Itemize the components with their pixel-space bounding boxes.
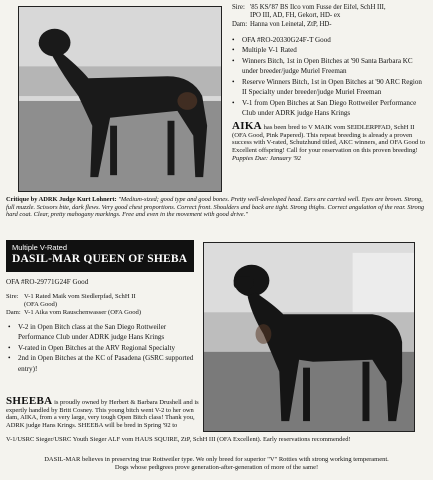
aika-sire-cont: IPO III, AD, FH, Gekort, HD- ex bbox=[250, 12, 341, 20]
aika-description: AIKA has been bred to V MAIK vom SEIDLERPFAD, SchH II (OFA Good, Pink Papered). This repeat breeding is already a proven success with V-rated, Schutzhund titled, AKC winners, and OFA Good to Excellent offspring! Call for your reservation on this proven breeding! Puppies Due: January '92 bbox=[232, 119, 426, 162]
sheeba-description: SHEEBA is proudly owned by Herbert & Barbara Drushell and is expertly handled by Britt Cosney. This young bitch went V-2 to her own dam, AIKA, from a very large, very tough Open Bitch class! Thank you, ADRK judge Hans Krings. SHEEBA will be bred in Spring '92 to bbox=[6, 395, 199, 430]
sheeba-info bbox=[6, 278, 198, 374]
puppies-due: Puppies Due: January '92 bbox=[232, 154, 301, 162]
sheeba-feature-item: • V-2 in Open Bitch class at the San Diego Rottweiler Performance Club under ADRK judge Hans Krings bbox=[6, 322, 198, 343]
aika-dam: Dam: Hanna von Leinetal, ZtP, HD- bbox=[232, 20, 332, 28]
sheeba-feature-item: • V-rated in Open Bitches at the ARV Regional Specialty bbox=[6, 343, 198, 353]
aika-feature-item: • Reserve Winners Bitch, 1st in Open Bitches at '90 ARC Region II Specialty under breeder/judge Muriel Freeman bbox=[232, 77, 428, 98]
sheeba-features bbox=[6, 322, 198, 374]
sheeba-description-tail: V-1/USRC Sieger/USRC Youth Sieger ALF vom HAUS SQUIRE, ZtP, SchH III (OFA Excellent). Early reservations recommended! bbox=[6, 436, 351, 443]
aika-photo bbox=[18, 6, 222, 192]
sheeba-dam: Dam: V-1 Aika vom Rauschenwasser (OFA Good) bbox=[6, 309, 142, 316]
aika-feature-item: • V-1 from Open Bitches at San Diego Rottweiler Performance Club under ADRK judge Hans Krings bbox=[232, 98, 428, 119]
sheeba-photo bbox=[203, 242, 415, 432]
sheeba-feature-item: • 2nd in Open Bitches at the KC of Pasadena (GSRC supported entry)! bbox=[6, 353, 198, 374]
aika-info bbox=[232, 4, 428, 162]
sheeba-sire-cont: (OFA Good) bbox=[24, 301, 58, 308]
sheeba-title: DASIL-MAR QUEEN OF SHEBA bbox=[12, 253, 188, 265]
aika-sire: Sire: '85 KS/'87 BS Ilco vom Fusse der Eifel, SchH III, bbox=[232, 4, 386, 11]
sheeba-sire: Sire: V-1 Rated Maik vom Siedlerpfad, SchH II bbox=[6, 293, 136, 300]
aika-features bbox=[232, 35, 428, 119]
judge-critique: Critique by ADRK Judge Kurt Lohnert: "Medium-sized; good type and good bones. Pretty well-developed head. Ears are carried well. Eyes are brown. Strong, full muzzle. Scissors bite, dark flews. Very good chest proportions. Correct front. Shoulders and back are tight. Strong thighs. Correct angulation of the rear. Strong hard coat. Clear, pretty mahogany markings. Free and even in the movement with good drive." bbox=[6, 196, 425, 219]
aika-feature-item: • OFA #RO-20330G24F-T Good bbox=[232, 35, 428, 46]
aika-feature-item: • Winners Bitch, 1st in Open Bitches at '90 Santa Barbara KC under breeder/judge Muriel Freeman bbox=[232, 56, 428, 77]
kennel-footer: DASIL-MAR believes in preserving true Rottweiler type. We only breed for superior "V" Rotties with strong working temperament. Dogs whose pedigrees prove generation-after-generation of more of the same! bbox=[44, 456, 389, 471]
aika-feature-item: • Multiple V-1 Rated bbox=[232, 45, 428, 56]
sheeba-ofa: OFA #RO-29771G24F Good bbox=[6, 278, 89, 286]
sheeba-banner: Multiple V-Rated DASIL-MAR QUEEN OF SHEBA bbox=[6, 240, 194, 272]
